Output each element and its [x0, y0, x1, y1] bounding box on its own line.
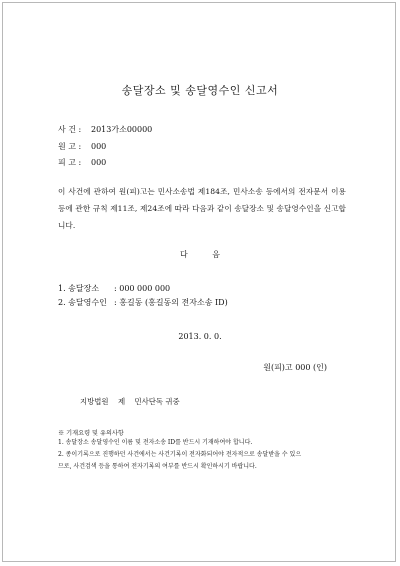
note-line: 2. 종이기록으로 진행하던 사건에서는 사건기록이 전자화되어야 전자적으로 송달받을 수 있으: [58, 451, 302, 458]
service-recipient-label: 2. 송달영수인: [58, 298, 107, 307]
section-heading: 다 음: [180, 250, 220, 259]
note-line: 므로, 사건검색 등을 통하여 전자기록의 여부를 반드시 확인하시기 바랍니다.: [58, 463, 257, 470]
service-recipient-value: : 홍길동 (홍길동의 전자소송 ID): [114, 298, 228, 307]
plaintiff-field: [58, 141, 106, 152]
notes-title: ※ 기재요령 및 유의사항: [58, 430, 124, 437]
note-line: 1. 송달장소 송달영수인 이름 및 전자소송 ID를 반드시 기재하여야 합니다.: [58, 439, 253, 446]
case-field: [58, 124, 152, 135]
defendant-label: 피 고 :: [58, 158, 82, 167]
plaintiff-label: 원 고 :: [58, 142, 82, 151]
defendant-field: [58, 157, 106, 168]
court-addressee: 지방법원 제 민사단독 귀중: [80, 397, 180, 406]
service-address-item: [58, 283, 170, 294]
document-date: 2013. 0. 0.: [178, 332, 222, 341]
defendant-value: 000: [91, 158, 107, 167]
case-value: 2013가소00000: [91, 125, 153, 134]
plaintiff-value: 000: [91, 142, 107, 151]
service-address-label: 1. 송달장소: [58, 284, 100, 293]
document-title: 송달장소 및 송달영수인 신고서: [121, 84, 279, 97]
applicant-signature: 원(피)고 000 (인): [263, 363, 327, 372]
service-address-value: : 000 000 000: [114, 284, 171, 293]
case-label: 사 건 :: [58, 125, 82, 134]
body-paragraph: 이 사건에 관하여 원(피)고는 민사소송법 제184조, 민사소송 등에서의 전자문서 이용 등에 관한 규칙 제11조, 제24조에 따라 다음과 같이 송달장소 및 송달영수인을 신고합니다.: [58, 187, 346, 230]
service-recipient-item: [58, 297, 228, 308]
